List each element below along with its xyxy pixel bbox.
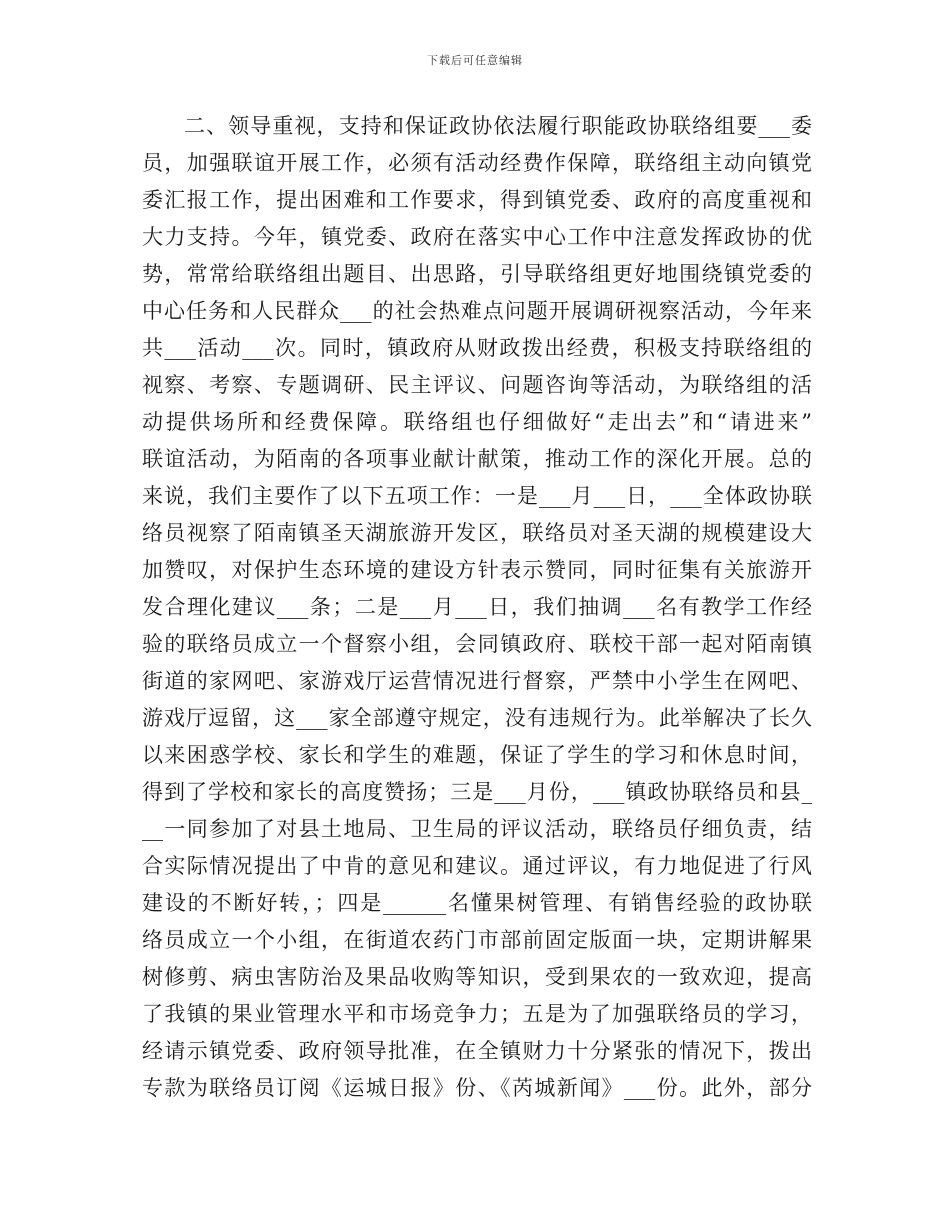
text-line: 得到了学校和家长的高度赞扬；三是___月份，___镇政协联络员和县_ [142, 780, 812, 804]
text-line: 专款为联络员订阅《运城日报》份、《芮城新闻》___份。此外，部分 [142, 1076, 812, 1100]
text-line: 二、领导重视，支持和保证政协依法履行职能政协联络组要___委 [184, 114, 812, 138]
text-line: 以来困惑学校、家长和学生的难题，保证了学生的学习和休息时间， [142, 743, 812, 767]
body-paragraph [142, 108, 812, 1107]
text-line: 经请示镇党委、政府领导批准，在全镇财力十分紧张的情况下，拨出 [142, 1039, 812, 1063]
text-line: 游戏厅逗留，这___家全部遵守规定，没有违规行为。此举解决了长久 [142, 706, 812, 730]
text-line: 联谊活动，为陌南的各项事业献计献策，推动工作的深化开展。总的 [142, 447, 812, 471]
text-line: 大力支持。今年，镇党委、政府在落实中心工作中注意发挥政协的优 [142, 225, 812, 249]
text-line: 动提供场所和经费保障。联络组也仔细做好“走出去”和“请进来” [142, 410, 812, 434]
text-line: 员，加强联谊开展工作，必须有活动经费作保障，联络组主动向镇党 [142, 151, 812, 175]
text-line: 络员成立一个小组，在街道农药门市部前固定版面一块，定期讲解果 [142, 928, 812, 952]
text-line: 街道的家网吧、家游戏厅运营情况进行督察，严禁中小学生在网吧、 [142, 669, 812, 693]
text-line: 合实际情况提出了中肯的意见和建议。通过评议，有力地促进了行风 [142, 854, 812, 878]
text-line: 视察、考察、专题调研、民主评议、问题咨询等活动，为联络组的活 [142, 373, 812, 397]
text-line: 验的联络员成立一个督察小组，会同镇政府、联校干部一起对陌南镇 [142, 632, 812, 656]
text-line: 委汇报工作，提出困难和工作要求，得到镇党委、政府的高度重视和 [142, 188, 812, 212]
text-line: 共___活动___次。同时，镇政府从财政拨出经费，积极支持联络组的 [142, 336, 812, 360]
text-line: 来说，我们主要作了以下五项工作：一是___月___日，___全体政协联 [142, 484, 812, 508]
text-line: 了我镇的果业管理水平和市场竞争力；五是为了加强联络员的学习， [142, 1002, 812, 1026]
text-line: 络员视察了陌南镇圣天湖旅游开发区，联络员对圣天湖的规模建设大 [142, 521, 812, 545]
text-line: 中心任务和人民群众___的社会热难点问题开展调研视察活动，今年来 [142, 299, 812, 323]
text-line: 建设的不断好转，；四是______名懂果树管理、有销售经验的政协联 [142, 891, 812, 915]
text-line: 发合理化建议___条；二是___月___日，我们抽调___名有教学工作经 [142, 595, 812, 619]
text-line: 加赞叹，对保护生态环境的建设方针表示赞同，同时征集有关旅游开 [142, 558, 812, 582]
text-line: 势，常常给联络组出题目、出思路，引导联络组更好地围绕镇党委的 [142, 262, 812, 286]
page-header: 下载后可任意编辑 [427, 54, 523, 67]
text-line: 树修剪、病虫害防治及果品收购等知识，受到果农的一致欢迎，提高 [142, 965, 812, 989]
text-line: __一同参加了对县土地局、卫生局的评议活动，联络员仔细负责，结 [142, 817, 812, 841]
